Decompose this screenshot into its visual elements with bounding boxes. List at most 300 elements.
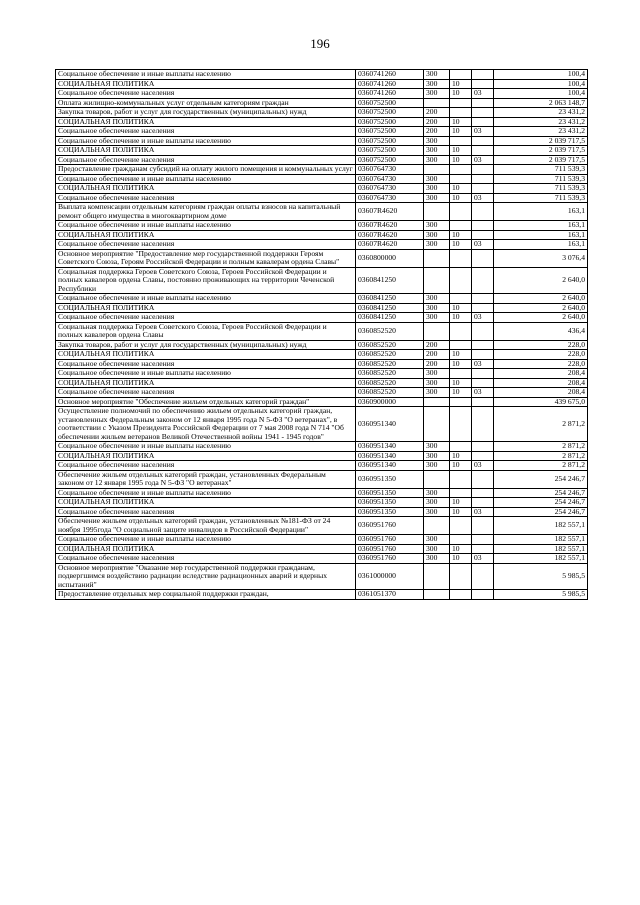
row-name-cell: Выплата компенсации отдельным категориям граждан оплаты взносов на капитальный ремонт общего имущества в многоквартирном доме bbox=[56, 203, 356, 221]
page-number: 196 bbox=[310, 36, 330, 51]
section-cell bbox=[450, 517, 472, 535]
table-row bbox=[56, 407, 588, 442]
expense-type-cell: 300 bbox=[424, 146, 450, 156]
subsection-cell bbox=[472, 369, 494, 379]
section-cell bbox=[450, 590, 472, 600]
row-name-cell: Предоставление отдельных мер социальной поддержки граждан, bbox=[56, 590, 356, 600]
amount-cell: 2 640,0 bbox=[494, 267, 588, 294]
subsection-cell bbox=[472, 322, 494, 340]
row-name-cell: Обеспечение жильем отдельных категорий граждан, установленных №181-ФЗ от 24 ноября 1995года "О социальной защите инвалидов в Российской Федерации" bbox=[56, 517, 356, 535]
table-row bbox=[56, 136, 588, 146]
amount-cell: 228,0 bbox=[494, 340, 588, 350]
target-code-cell: 03607R4620 bbox=[356, 203, 424, 221]
expense-type-cell: 200 bbox=[424, 117, 450, 127]
expense-type-cell: 300 bbox=[424, 378, 450, 388]
subsection-cell bbox=[472, 174, 494, 184]
expense-type-cell: 300 bbox=[424, 544, 450, 554]
amount-cell: 228,0 bbox=[494, 359, 588, 369]
amount-cell: 163,1 bbox=[494, 203, 588, 221]
subsection-cell bbox=[472, 442, 494, 452]
expense-type-cell: 200 bbox=[424, 350, 450, 360]
target-code-cell: 0360852520 bbox=[356, 322, 424, 340]
subsection-cell bbox=[472, 498, 494, 508]
expense-type-cell: 300 bbox=[424, 369, 450, 379]
target-code-cell: 0360852520 bbox=[356, 378, 424, 388]
row-name-cell: Социальное обеспечение и иные выплаты населению bbox=[56, 488, 356, 498]
row-name-cell: СОЦИАЛЬНАЯ ПОЛИТИКА bbox=[56, 79, 356, 89]
amount-cell: 182 557,1 bbox=[494, 535, 588, 545]
section-cell: 10 bbox=[450, 303, 472, 313]
amount-cell: 2 039 717,5 bbox=[494, 136, 588, 146]
target-code-cell: 0360852520 bbox=[356, 369, 424, 379]
expense-type-cell bbox=[424, 98, 450, 108]
subsection-cell bbox=[472, 378, 494, 388]
row-name-cell: Социальное обеспечение населения bbox=[56, 155, 356, 165]
section-cell bbox=[450, 397, 472, 407]
section-cell: 10 bbox=[450, 378, 472, 388]
section-cell: 10 bbox=[450, 240, 472, 250]
section-cell: 10 bbox=[450, 89, 472, 99]
subsection-cell: 03 bbox=[472, 240, 494, 250]
table-row bbox=[56, 388, 588, 398]
table-row bbox=[56, 303, 588, 313]
target-code-cell: 0360841250 bbox=[356, 267, 424, 294]
target-code-cell: 0360800000 bbox=[356, 249, 424, 267]
row-name-cell: Закупка товаров, работ и услуг для государственных (муниципальных) нужд bbox=[56, 340, 356, 350]
target-code-cell: 0360951760 bbox=[356, 535, 424, 545]
row-name-cell: СОЦИАЛЬНАЯ ПОЛИТИКА bbox=[56, 544, 356, 554]
row-name-cell: Социальное обеспечение и иные выплаты населению bbox=[56, 442, 356, 452]
expense-type-cell: 300 bbox=[424, 221, 450, 231]
row-name-cell: Социальное обеспечение населения bbox=[56, 388, 356, 398]
target-code-cell: 0360741260 bbox=[356, 79, 424, 89]
table-row bbox=[56, 70, 588, 80]
budget-table bbox=[55, 69, 588, 600]
table-row bbox=[56, 174, 588, 184]
section-cell: 10 bbox=[450, 554, 472, 564]
subsection-cell bbox=[472, 108, 494, 118]
target-code-cell: 0360951340 bbox=[356, 442, 424, 452]
section-cell: 10 bbox=[450, 507, 472, 517]
amount-cell: 254 246,7 bbox=[494, 488, 588, 498]
table-row bbox=[56, 554, 588, 564]
amount-cell: 2 871,2 bbox=[494, 461, 588, 471]
section-cell bbox=[450, 174, 472, 184]
amount-cell: 254 246,7 bbox=[494, 470, 588, 488]
expense-type-cell: 300 bbox=[424, 89, 450, 99]
target-code-cell: 03607R4620 bbox=[356, 230, 424, 240]
subsection-cell bbox=[472, 221, 494, 231]
amount-cell: 436,4 bbox=[494, 322, 588, 340]
expense-type-cell: 200 bbox=[424, 108, 450, 118]
section-cell: 10 bbox=[450, 146, 472, 156]
subsection-cell: 03 bbox=[472, 507, 494, 517]
subsection-cell: 03 bbox=[472, 388, 494, 398]
subsection-cell bbox=[472, 203, 494, 221]
table-row bbox=[56, 165, 588, 175]
table-row bbox=[56, 98, 588, 108]
subsection-cell bbox=[472, 136, 494, 146]
row-name-cell: Социальное обеспечение населения bbox=[56, 240, 356, 250]
table-row bbox=[56, 397, 588, 407]
target-code-cell: 0360764730 bbox=[356, 184, 424, 194]
amount-cell: 163,1 bbox=[494, 221, 588, 231]
amount-cell: 5 985,5 bbox=[494, 590, 588, 600]
table-row bbox=[56, 267, 588, 294]
budget-table-body bbox=[56, 70, 588, 600]
amount-cell: 711 539,3 bbox=[494, 165, 588, 175]
amount-cell: 254 246,7 bbox=[494, 498, 588, 508]
subsection-cell bbox=[472, 397, 494, 407]
amount-cell: 182 557,1 bbox=[494, 544, 588, 554]
row-name-cell: Социальное обеспечение населения bbox=[56, 507, 356, 517]
target-code-cell: 0360951350 bbox=[356, 488, 424, 498]
expense-type-cell: 300 bbox=[424, 461, 450, 471]
section-cell bbox=[450, 108, 472, 118]
expense-type-cell: 300 bbox=[424, 184, 450, 194]
expense-type-cell bbox=[424, 165, 450, 175]
target-code-cell: 0360752500 bbox=[356, 146, 424, 156]
row-name-cell: Социальное обеспечение и иные выплаты населению bbox=[56, 174, 356, 184]
row-name-cell: СОЦИАЛЬНАЯ ПОЛИТИКА bbox=[56, 184, 356, 194]
amount-cell: 163,1 bbox=[494, 230, 588, 240]
target-code-cell: 0360841250 bbox=[356, 303, 424, 313]
subsection-cell: 03 bbox=[472, 155, 494, 165]
amount-cell: 100,4 bbox=[494, 89, 588, 99]
expense-type-cell: 300 bbox=[424, 498, 450, 508]
amount-cell: 23 431,2 bbox=[494, 127, 588, 137]
table-row bbox=[56, 442, 588, 452]
amount-cell: 208,4 bbox=[494, 369, 588, 379]
expense-type-cell: 300 bbox=[424, 155, 450, 165]
row-name-cell: Социальное обеспечение и иные выплаты населению bbox=[56, 136, 356, 146]
target-code-cell: 03607R4620 bbox=[356, 240, 424, 250]
section-cell: 10 bbox=[450, 155, 472, 165]
amount-cell: 100,4 bbox=[494, 70, 588, 80]
row-name-cell: СОЦИАЛЬНАЯ ПОЛИТИКА bbox=[56, 117, 356, 127]
table-row bbox=[56, 322, 588, 340]
amount-cell: 163,1 bbox=[494, 240, 588, 250]
subsection-cell bbox=[472, 303, 494, 313]
row-name-cell: СОЦИАЛЬНАЯ ПОЛИТИКА bbox=[56, 498, 356, 508]
target-code-cell: 0360741260 bbox=[356, 89, 424, 99]
target-code-cell: 0360951350 bbox=[356, 498, 424, 508]
expense-type-cell bbox=[424, 249, 450, 267]
target-code-cell: 0360951760 bbox=[356, 517, 424, 535]
subsection-cell: 03 bbox=[472, 193, 494, 203]
amount-cell: 2 871,2 bbox=[494, 407, 588, 442]
row-name-cell: Обеспечение жильем отдельных категорий граждан, установленных Федеральным законом от 12 января 1995 года N 5-ФЗ "О ветеранах" bbox=[56, 470, 356, 488]
row-name-cell: Социальное обеспечение населения bbox=[56, 313, 356, 323]
section-cell bbox=[450, 535, 472, 545]
expense-type-cell: 300 bbox=[424, 70, 450, 80]
table-row bbox=[56, 184, 588, 194]
table-row bbox=[56, 378, 588, 388]
table-row bbox=[56, 89, 588, 99]
amount-cell: 208,4 bbox=[494, 378, 588, 388]
table-row bbox=[56, 470, 588, 488]
amount-cell: 711 539,3 bbox=[494, 184, 588, 194]
table-row bbox=[56, 203, 588, 221]
amount-cell: 439 675,0 bbox=[494, 397, 588, 407]
section-cell bbox=[450, 563, 472, 590]
table-row bbox=[56, 369, 588, 379]
expense-type-cell: 300 bbox=[424, 230, 450, 240]
row-name-cell: Осуществление полномочий по обеспечению жильем отдельных категорий граждан, установленных Федеральным законом от 12 января 1995 года N 5-ФЗ "О ветеранах", в соответствии с Указом Президента Российской Федерации от 7 мая 2008 года N 714 "Об обеспечении жильем ветеранов Великой Отечественной войны 1941 - 1945 годов" bbox=[56, 407, 356, 442]
expense-type-cell: 300 bbox=[424, 313, 450, 323]
expense-type-cell: 300 bbox=[424, 535, 450, 545]
target-code-cell: 0360951760 bbox=[356, 554, 424, 564]
section-cell: 10 bbox=[450, 451, 472, 461]
subsection-cell: 03 bbox=[472, 554, 494, 564]
row-name-cell: Социальное обеспечение населения bbox=[56, 461, 356, 471]
table-row bbox=[56, 488, 588, 498]
subsection-cell bbox=[472, 249, 494, 267]
section-cell: 10 bbox=[450, 461, 472, 471]
target-code-cell: 0360752500 bbox=[356, 108, 424, 118]
section-cell bbox=[450, 407, 472, 442]
table-row bbox=[56, 535, 588, 545]
table-row bbox=[56, 517, 588, 535]
amount-cell: 2 640,0 bbox=[494, 313, 588, 323]
target-code-cell: 0360852520 bbox=[356, 388, 424, 398]
amount-cell: 208,4 bbox=[494, 388, 588, 398]
target-code-cell: 0360741260 bbox=[356, 70, 424, 80]
target-code-cell: 0360951340 bbox=[356, 461, 424, 471]
expense-type-cell bbox=[424, 322, 450, 340]
amount-cell: 711 539,3 bbox=[494, 193, 588, 203]
expense-type-cell: 300 bbox=[424, 451, 450, 461]
row-name-cell: Основное мероприятие "Оказание мер государственной поддержки гражданам, подвергшимся воздействию радиации вследствие радиационных аварий и ядерных испытаний" bbox=[56, 563, 356, 590]
amount-cell: 711 539,3 bbox=[494, 174, 588, 184]
amount-cell: 228,0 bbox=[494, 350, 588, 360]
amount-cell: 2 039 717,5 bbox=[494, 155, 588, 165]
table-row bbox=[56, 117, 588, 127]
section-cell bbox=[450, 70, 472, 80]
row-name-cell: Социальное обеспечение населения bbox=[56, 127, 356, 137]
table-row bbox=[56, 249, 588, 267]
table-row bbox=[56, 294, 588, 304]
subsection-cell bbox=[472, 294, 494, 304]
row-name-cell: Социальное обеспечение населения bbox=[56, 359, 356, 369]
target-code-cell: 0360752500 bbox=[356, 155, 424, 165]
section-cell bbox=[450, 442, 472, 452]
subsection-cell: 03 bbox=[472, 313, 494, 323]
section-cell: 10 bbox=[450, 544, 472, 554]
target-code-cell: 0360951350 bbox=[356, 470, 424, 488]
section-cell: 10 bbox=[450, 184, 472, 194]
row-name-cell: Социальное обеспечение и иные выплаты населению bbox=[56, 369, 356, 379]
subsection-cell bbox=[472, 470, 494, 488]
target-code-cell: 0361051370 bbox=[356, 590, 424, 600]
expense-type-cell: 300 bbox=[424, 136, 450, 146]
table-row bbox=[56, 563, 588, 590]
subsection-cell: 03 bbox=[472, 461, 494, 471]
section-cell: 10 bbox=[450, 117, 472, 127]
expense-type-cell: 300 bbox=[424, 174, 450, 184]
table-row bbox=[56, 451, 588, 461]
amount-cell: 2 063 148,7 bbox=[494, 98, 588, 108]
section-cell: 10 bbox=[450, 359, 472, 369]
amount-cell: 2 640,0 bbox=[494, 294, 588, 304]
target-code-cell: 0360764730 bbox=[356, 165, 424, 175]
target-code-cell: 0360752500 bbox=[356, 98, 424, 108]
row-name-cell: СОЦИАЛЬНАЯ ПОЛИТИКА bbox=[56, 378, 356, 388]
section-cell bbox=[450, 340, 472, 350]
section-cell bbox=[450, 322, 472, 340]
subsection-cell bbox=[472, 70, 494, 80]
expense-type-cell bbox=[424, 563, 450, 590]
subsection-cell: 03 bbox=[472, 127, 494, 137]
subsection-cell bbox=[472, 451, 494, 461]
row-name-cell: Социальное обеспечение и иные выплаты населению bbox=[56, 70, 356, 80]
row-name-cell: Оплата жилищно-коммунальных услуг отдельным категориям граждан bbox=[56, 98, 356, 108]
row-name-cell: Основное мероприятие "Предоставление мер государственной поддержки Героям Советского Союза, Героям Российской Федерации и полным кавалерам ордена Славы" bbox=[56, 249, 356, 267]
table-row bbox=[56, 193, 588, 203]
expense-type-cell bbox=[424, 267, 450, 294]
subsection-cell bbox=[472, 488, 494, 498]
table-row bbox=[56, 240, 588, 250]
section-cell bbox=[450, 203, 472, 221]
subsection-cell bbox=[472, 407, 494, 442]
row-name-cell: СОЦИАЛЬНАЯ ПОЛИТИКА bbox=[56, 451, 356, 461]
expense-type-cell: 300 bbox=[424, 507, 450, 517]
section-cell bbox=[450, 221, 472, 231]
target-code-cell: 0360951340 bbox=[356, 451, 424, 461]
expense-type-cell: 300 bbox=[424, 303, 450, 313]
amount-cell: 100,4 bbox=[494, 79, 588, 89]
subsection-cell bbox=[472, 590, 494, 600]
row-name-cell: Социальная поддержка Героев Советского Союза, Героев Российской Федерации и полных кавалеров ордена Славы, постоянно проживающих на территории Чеченской Республики bbox=[56, 267, 356, 294]
expense-type-cell bbox=[424, 517, 450, 535]
target-code-cell: 0360841250 bbox=[356, 313, 424, 323]
expense-type-cell: 200 bbox=[424, 359, 450, 369]
target-code-cell: 0360852520 bbox=[356, 340, 424, 350]
target-code-cell: 0360852520 bbox=[356, 350, 424, 360]
expense-type-cell: 200 bbox=[424, 340, 450, 350]
section-cell: 10 bbox=[450, 388, 472, 398]
amount-cell: 2 871,2 bbox=[494, 451, 588, 461]
section-cell bbox=[450, 136, 472, 146]
target-code-cell: 0360951350 bbox=[356, 507, 424, 517]
amount-cell: 2 871,2 bbox=[494, 442, 588, 452]
subsection-cell: 03 bbox=[472, 89, 494, 99]
row-name-cell: Социальная поддержка Героев Советского Союза, Героев Российской Федерации и полных кавалеров ордена Славы bbox=[56, 322, 356, 340]
expense-type-cell: 300 bbox=[424, 388, 450, 398]
table-row bbox=[56, 350, 588, 360]
subsection-cell bbox=[472, 350, 494, 360]
row-name-cell: СОЦИАЛЬНАЯ ПОЛИТИКА bbox=[56, 350, 356, 360]
row-name-cell: СОЦИАЛЬНАЯ ПОЛИТИКА bbox=[56, 146, 356, 156]
subsection-cell bbox=[472, 563, 494, 590]
section-cell: 10 bbox=[450, 498, 472, 508]
amount-cell: 3 076,4 bbox=[494, 249, 588, 267]
section-cell: 10 bbox=[450, 313, 472, 323]
amount-cell: 182 557,1 bbox=[494, 554, 588, 564]
table-row bbox=[56, 507, 588, 517]
subsection-cell bbox=[472, 79, 494, 89]
section-cell: 10 bbox=[450, 193, 472, 203]
expense-type-cell bbox=[424, 590, 450, 600]
table-row bbox=[56, 127, 588, 137]
row-name-cell: Основное мероприятие "Обеспечение жильем отдельных категорий граждан" bbox=[56, 397, 356, 407]
subsection-cell bbox=[472, 544, 494, 554]
expense-type-cell: 300 bbox=[424, 554, 450, 564]
subsection-cell bbox=[472, 146, 494, 156]
expense-type-cell bbox=[424, 470, 450, 488]
table-row bbox=[56, 359, 588, 369]
table-row bbox=[56, 108, 588, 118]
expense-type-cell: 300 bbox=[424, 442, 450, 452]
row-name-cell: СОЦИАЛЬНАЯ ПОЛИТИКА bbox=[56, 230, 356, 240]
amount-cell: 254 246,7 bbox=[494, 507, 588, 517]
amount-cell: 5 985,5 bbox=[494, 563, 588, 590]
section-cell: 10 bbox=[450, 350, 472, 360]
amount-cell: 23 431,2 bbox=[494, 117, 588, 127]
amount-cell: 182 557,1 bbox=[494, 517, 588, 535]
target-code-cell: 0360752500 bbox=[356, 117, 424, 127]
row-name-cell: Предоставление гражданам субсидий на оплату жилого помещения и коммунальных услуг bbox=[56, 165, 356, 175]
section-cell bbox=[450, 470, 472, 488]
row-name-cell: Социальное обеспечение населения bbox=[56, 89, 356, 99]
table-row bbox=[56, 340, 588, 350]
target-code-cell: 0360951760 bbox=[356, 544, 424, 554]
expense-type-cell: 300 bbox=[424, 240, 450, 250]
section-cell bbox=[450, 369, 472, 379]
section-cell: 10 bbox=[450, 230, 472, 240]
subsection-cell bbox=[472, 165, 494, 175]
expense-type-cell bbox=[424, 397, 450, 407]
target-code-cell: 0360900000 bbox=[356, 397, 424, 407]
row-name-cell: Социальное обеспечение и иные выплаты населению bbox=[56, 221, 356, 231]
section-cell bbox=[450, 294, 472, 304]
subsection-cell bbox=[472, 267, 494, 294]
row-name-cell: Социальное обеспечение и иные выплаты населению bbox=[56, 535, 356, 545]
table-row bbox=[56, 79, 588, 89]
table-row bbox=[56, 146, 588, 156]
table-row bbox=[56, 498, 588, 508]
subsection-cell bbox=[472, 184, 494, 194]
table-row bbox=[56, 230, 588, 240]
subsection-cell bbox=[472, 535, 494, 545]
subsection-cell bbox=[472, 517, 494, 535]
expense-type-cell: 300 bbox=[424, 294, 450, 304]
section-cell: 10 bbox=[450, 79, 472, 89]
expense-type-cell bbox=[424, 407, 450, 442]
section-cell: 10 bbox=[450, 127, 472, 137]
table-row bbox=[56, 221, 588, 231]
table-row bbox=[56, 590, 588, 600]
subsection-cell bbox=[472, 230, 494, 240]
subsection-cell bbox=[472, 117, 494, 127]
subsection-cell: 03 bbox=[472, 359, 494, 369]
row-name-cell: Социальное обеспечение населения bbox=[56, 554, 356, 564]
row-name-cell: Закупка товаров, работ и услуг для государственных (муниципальных) нужд bbox=[56, 108, 356, 118]
expense-type-cell: 300 bbox=[424, 193, 450, 203]
table-row bbox=[56, 155, 588, 165]
expense-type-cell bbox=[424, 203, 450, 221]
section-cell bbox=[450, 98, 472, 108]
amount-cell: 2 039 717,5 bbox=[494, 146, 588, 156]
expense-type-cell: 300 bbox=[424, 79, 450, 89]
section-cell bbox=[450, 249, 472, 267]
expense-type-cell: 200 bbox=[424, 127, 450, 137]
expense-type-cell: 300 bbox=[424, 488, 450, 498]
row-name-cell: Социальное обеспечение населения bbox=[56, 193, 356, 203]
subsection-cell bbox=[472, 340, 494, 350]
table-row bbox=[56, 544, 588, 554]
target-code-cell: 0360752500 bbox=[356, 127, 424, 137]
